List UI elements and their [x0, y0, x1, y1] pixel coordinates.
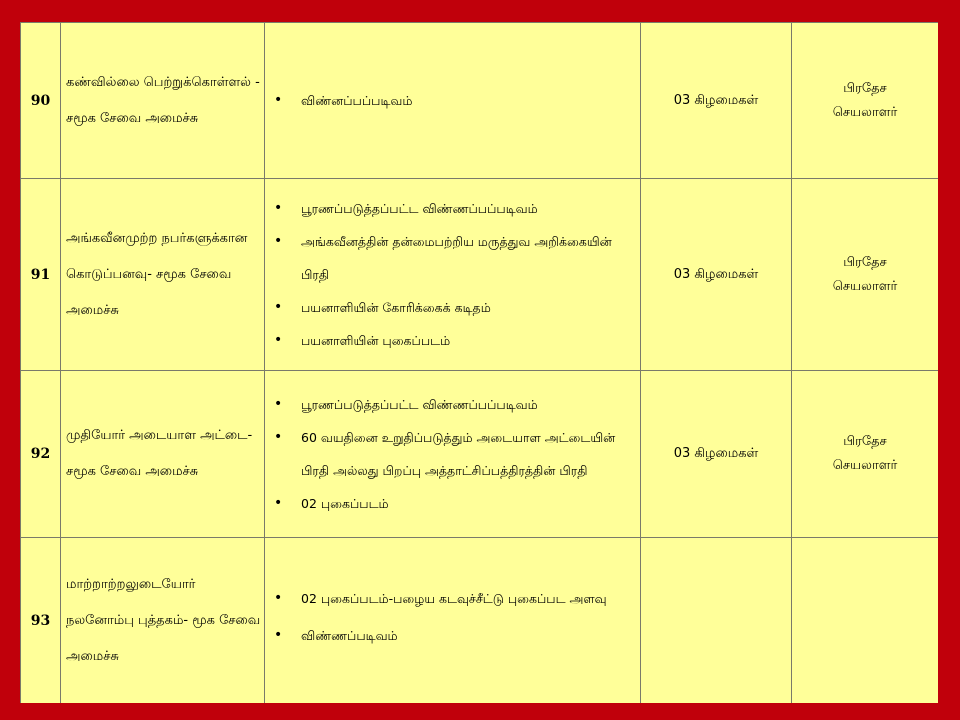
service-name: முதியோர் அடையாள அட்டை- சமூக சேவை அமைச்சு — [61, 371, 265, 538]
bullet-icon: • — [274, 92, 283, 108]
bullet-icon: • — [274, 332, 283, 348]
row-number: 91 — [21, 179, 61, 371]
table-row — [21, 23, 939, 179]
bullet-icon: • — [274, 626, 283, 643]
service-name: மாற்றாற்றலுடையோர் நலனோம்பு புத்தகம்- மூக சேவை அமைச்சு — [61, 538, 265, 704]
bullet-icon: • — [274, 299, 283, 315]
bullet-icon: • — [274, 200, 283, 216]
document-item: • விண்ணப்படிவம் — [269, 619, 636, 652]
required-documents — [265, 371, 641, 538]
document-item: • 02 புகைப்படம் — [269, 487, 636, 520]
responsible-officer: பிரதேச செயலாளர் — [792, 371, 939, 538]
document-item: • பூரணப்படுத்தப்பட்ட விண்ணப்பப்படிவம் — [269, 192, 636, 225]
bullet-icon: • — [274, 233, 283, 249]
row-number: 92 — [21, 371, 61, 538]
table-row — [21, 538, 939, 704]
duration: 03 கிழமைகள் — [641, 179, 792, 371]
responsible-officer: பிரதேச செயலாளர் — [792, 179, 939, 371]
duration — [641, 538, 792, 704]
required-documents — [265, 538, 641, 704]
required-documents — [265, 23, 641, 179]
document-item: • அங்கவீனத்தின் தன்மைபற்றிய மருத்துவ அறிக்கையின் பிரதி — [269, 225, 636, 291]
document-item: • பூரணப்படுத்தப்பட்ட விண்ணப்பப்படிவம் — [269, 388, 636, 421]
services-table — [20, 22, 938, 703]
document-item: • 60 வயதினை உறுதிப்படுத்தும் அடையாள அட்டையின் பிரதி அல்லது பிறப்பு அத்தாட்சிப்பத்திரத்தின் பிரதி — [269, 421, 636, 487]
table-row — [21, 179, 939, 371]
bullet-icon: • — [274, 589, 283, 606]
table-panel — [20, 22, 938, 703]
document-item: • விண்னப்பப்படிவம் — [269, 84, 636, 117]
service-name: அங்கவீனமுற்ற நபர்களுக்கான கொடுப்பனவு- சமூக சேவை அமைச்சு — [61, 179, 265, 371]
row-number: 90 — [21, 23, 61, 179]
document-item: • பயனாளியின் புகைப்படம் — [269, 324, 636, 357]
bullet-icon: • — [274, 429, 283, 445]
service-name: கண்வில்லை பெற்றுக்கொள்ளல் - சமூக சேவை அமைச்சு — [61, 23, 265, 179]
bullet-icon: • — [274, 396, 283, 412]
responsible-officer: பிரதேச செயலாளர் — [792, 23, 939, 179]
row-number: 93 — [21, 538, 61, 704]
document-item: • 02 புகைப்படம்-பழைய கடவுச்சீட்டு புகைப்பட அளவு — [274, 589, 607, 606]
document-item: • பயனாளியின் கோரிக்கைக் கடிதம் — [269, 291, 636, 324]
duration: 03 கிழமைகள் — [641, 371, 792, 538]
bullet-icon: • — [274, 495, 283, 511]
responsible-officer — [792, 538, 939, 704]
table-row — [21, 371, 939, 538]
duration: 03 கிழமைகள் — [641, 23, 792, 179]
required-documents — [265, 179, 641, 371]
